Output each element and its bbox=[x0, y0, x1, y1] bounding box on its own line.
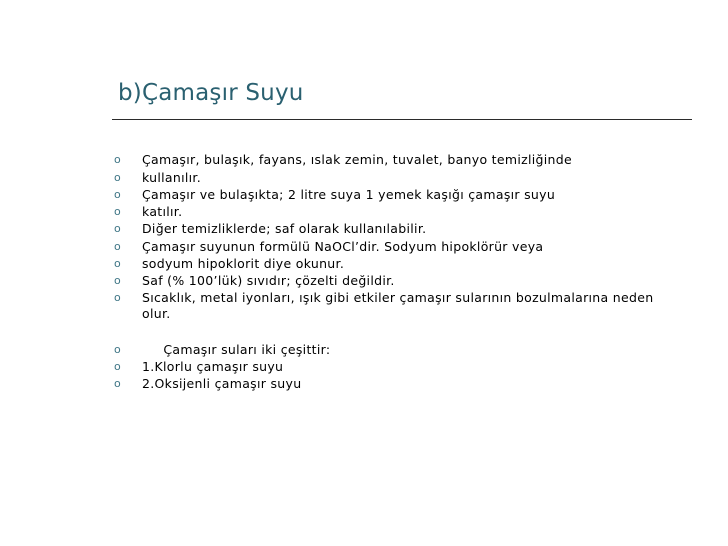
bullet-icon: o bbox=[114, 343, 121, 356]
bullet-icon: o bbox=[114, 153, 121, 166]
bullet-text: Çamaşır, bulaşık, fayans, ıslak zemin, tuvalet, banyo temizliğinde bbox=[142, 152, 572, 167]
bullet-text: katılır. bbox=[142, 204, 183, 219]
bullet-text: sodyum hipoklorit diye okunur. bbox=[142, 256, 345, 271]
bullet-icon: o bbox=[114, 257, 121, 270]
bullet-text-continuation: olur. bbox=[142, 306, 171, 321]
bullet-text: 1.Klorlu çamaşır suyu bbox=[142, 359, 284, 374]
bullet-icon: o bbox=[114, 360, 121, 373]
bullet-icon: o bbox=[114, 377, 121, 390]
bullet-icon: o bbox=[114, 240, 121, 253]
bullet-text: Çamaşır ve bulaşıkta; 2 litre suya 1 yemek kaşığı çamaşır suyu bbox=[142, 187, 556, 202]
bullet-text: kullanılır. bbox=[142, 170, 201, 185]
slide-title: b)Çamaşır Suyu bbox=[118, 80, 304, 106]
bullet-text: 2.Oksijenli çamaşır suyu bbox=[142, 376, 302, 391]
bullet-text: Çamaşır suyunun formülü NaOCl’dir. Sodyum hipoklörür veya bbox=[142, 239, 544, 254]
bullet-text: Çamaşır suları iki çeşittir: bbox=[142, 342, 331, 357]
bullet-text: Diğer temizliklerde; saf olarak kullanılabilir. bbox=[142, 221, 427, 236]
title-divider bbox=[112, 119, 692, 120]
bullet-icon: o bbox=[114, 171, 121, 184]
bullet-icon: o bbox=[114, 205, 121, 218]
bullet-text: Sıcaklık, metal iyonları, ışık gibi etkiler çamaşır sularının bozulmalarına neden bbox=[142, 290, 654, 305]
bullet-icon: o bbox=[114, 274, 121, 287]
bullet-text: Saf (% 100’lük) sıvıdır; çözelti değildir. bbox=[142, 273, 395, 288]
bullet-icon: o bbox=[114, 222, 121, 235]
bullet-icon: o bbox=[114, 188, 121, 201]
bullet-icon: o bbox=[114, 291, 121, 304]
